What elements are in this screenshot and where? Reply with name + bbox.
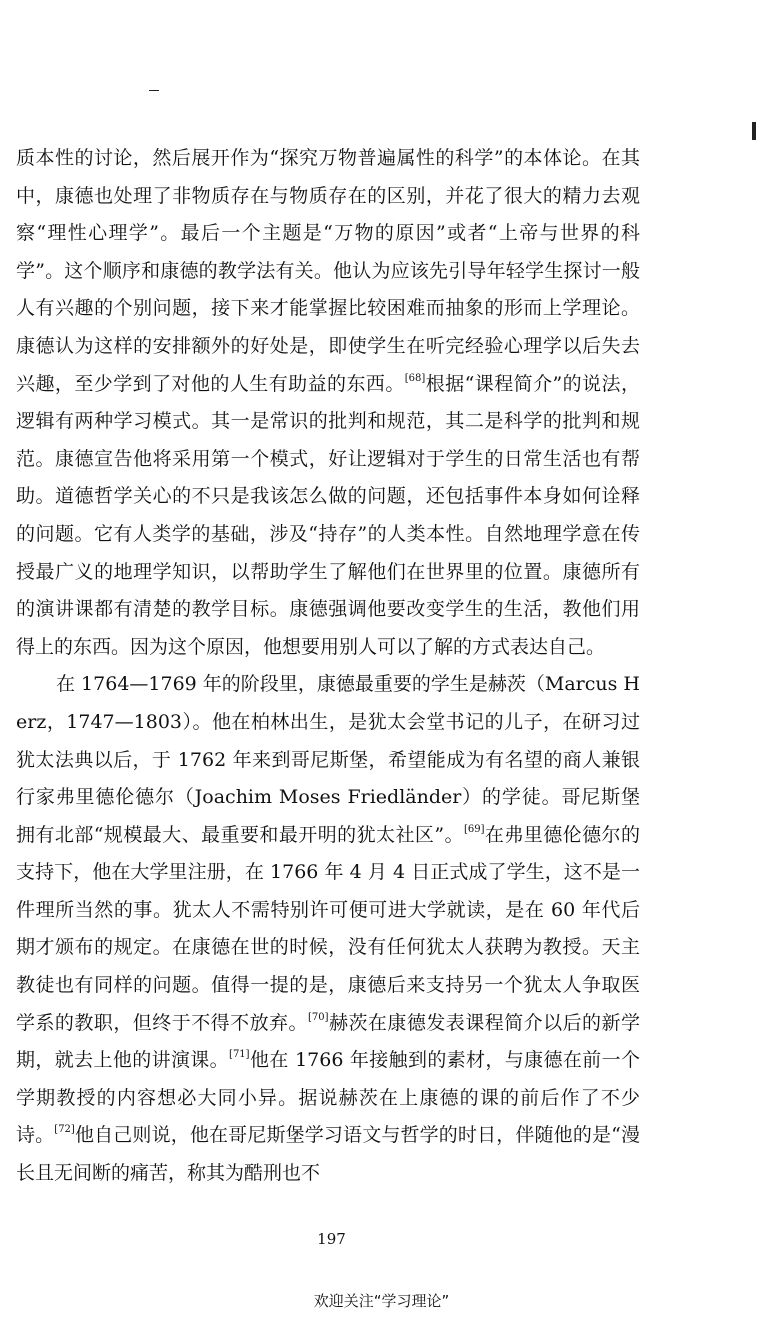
- footnote-ref-68[interactable]: [68]: [404, 372, 426, 384]
- header-mark: [149, 90, 159, 91]
- text-span: 在弗里德伦德尔的支持下，他在大学里注册，在 1766 年 4 月 4 日正式成了学生，这不是一件理所当然的事。犹太人不需特别许可便可进大学就读，是在 60 年代后期才颁布的规定。在康德在世的时候，没有任何犹太人获聘为教授。天主教徒也有同样的问题。值得一提的是，康德后来支持另一个犹太人争取医学系的教职，但终于不得不放弃。: [16, 823, 640, 1034]
- footnote-ref-70[interactable]: [70]: [308, 1011, 329, 1023]
- paragraph-2: [16, 666, 640, 1192]
- paragraph-1: [16, 140, 640, 666]
- text-span: 在 1764—1769 年的阶段里，康德最重要的学生是赫茨（Marcus Herz，1747—1803）。他在柏林出生，是犹太会堂书记的儿子，在研习过犹太法典以后，于 1762 年来到哥尼斯堡，希望能成为有名望的商人兼银行家弗里德伦德尔（Joachim Moses Friedländer）的学徒。哥尼斯堡拥有北部“规模最大、最重要和最开明的犹太社区”。: [16, 673, 640, 846]
- page-body: [16, 140, 640, 1193]
- footnote-ref-72[interactable]: [72]: [54, 1124, 75, 1136]
- text-span: 他自己则说，他在哥尼斯堡学习语文与哲学的时日，伴随他的是“漫长且无间断的痛苦，称其为酷刑也不: [16, 1124, 640, 1185]
- text-span: 赫茨在康德发表课程简介以后的新学期，就去上他的讲演课。: [16, 1011, 640, 1072]
- text-span: 根据“课程简介”的说法，逻辑有两种学习模式。其一是常识的批判和规范，其二是科学的批判和规范。康德宣告他将采用第一个模式，好让逻辑对于学生的日常生活也有帮助。道德哲学关心的不只是我该怎么做的问题，还包括事件本身如何诠释的问题。它有人类学的基础，涉及“持存”的人类本性。自然地理学意在传授最广义的地理学知识，以帮助学生了解他们在世界里的位置。康德所有的演讲课都有清楚的教学目标。康德强调他要改变学生的生活，教他们用得上的东西。因为这个原因，他想要用别人可以了解的方式表达自己。: [16, 372, 640, 658]
- footer-text: 欢迎关注“学习理论”: [313, 1292, 450, 1310]
- footnote-ref-69[interactable]: [69]: [463, 823, 485, 835]
- footnote-ref-71[interactable]: [71]: [229, 1049, 250, 1061]
- text-span: 质本性的讨论，然后展开作为“探究万物普遍属性的科学”的本体论。在其中，康德也处理了非物质存在与物质存在的区别，并花了很大的精力去观察“理性心理学”。最后一个主题是“万物的原因”或者“上帝与世界的科学”。这个顺序和康德的教学法有关。他认为应该先引导年轻学生探讨一般人有兴趣的个别问题，接下来才能掌握比较困难而抽象的形而上学理论。康德认为这样的安排额外的好处是，即使学生在听完经验心理学以后失去兴趣，至少学到了对他的人生有助益的东西。: [16, 147, 640, 395]
- page-number: 197: [317, 1230, 346, 1248]
- margin-mark: [752, 122, 756, 140]
- text-span: 他在 1766 年接触到的素材，与康德在前一个学期教授的内容想必大同小异。据说赫茨在上康德的课的前后作了不少诗。: [16, 1049, 640, 1147]
